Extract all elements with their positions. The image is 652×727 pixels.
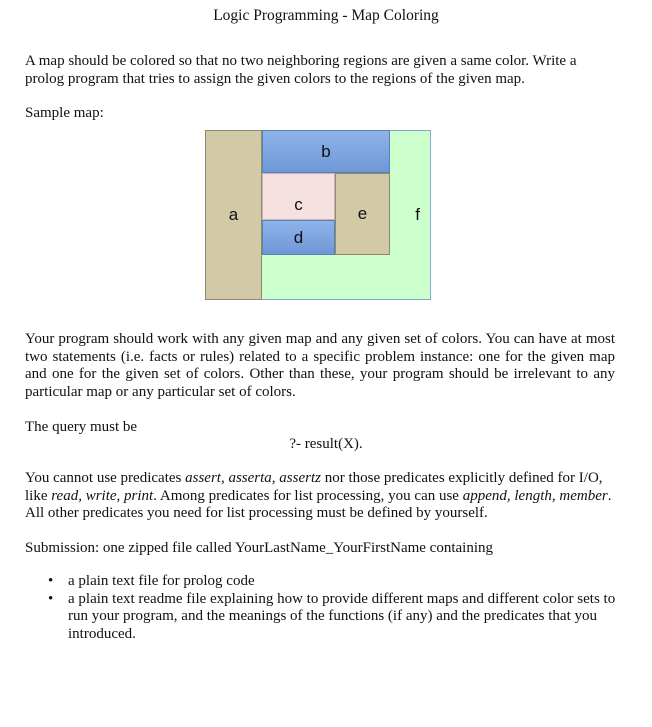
region-c [262, 173, 335, 220]
intro-paragraph: A map should be colored so that no two neighboring regions are given a same color. Write a prolog program that tries to assign the given colors to the regions of the given map. [25, 53, 577, 87]
bullet-icon: • [48, 590, 54, 607]
sample-map [205, 130, 431, 300]
region-e-label: e [357, 204, 368, 223]
region-f-label: f [415, 205, 420, 224]
list-item-text: a plain text file for prolog code [68, 573, 255, 589]
bullet-icon: • [48, 573, 54, 589]
region-a-label: a [228, 205, 239, 224]
region-e [335, 173, 390, 255]
region-d [262, 220, 335, 255]
restrictions-text-2: nor those predicates explicitly defined for I/O, like [25, 470, 603, 504]
list-item [48, 591, 618, 644]
page-title: Logic Programming - Map Coloring [213, 7, 439, 24]
query-example: ?- result(X). [289, 436, 363, 452]
restricted-predicates: assert, asserta, assertz [185, 470, 321, 486]
restrictions-paragraph [25, 470, 615, 523]
region-d-label: d [293, 227, 304, 247]
region-b [262, 130, 390, 173]
list-item-text: a plain text readme file explaining how to provide different maps and different color sets to run your program, and the meanings of the functions (if any) and the predicates that you introduced. [68, 590, 616, 642]
region-b-label: b [321, 141, 331, 161]
allowed-predicates: append, length, member [462, 487, 608, 504]
submission-paragraph: Submission: one zipped file called YourLastName_YourFirstName containing [25, 540, 494, 556]
io-predicates: read, write, print [51, 487, 154, 504]
requirements-paragraph: Your program should work with any given map and any given set of colors. You can have at most two statements (i.e. facts or rules) related to a specific problem instance: one for the given map and one for the given set of colors. Other than these, your program should be irrelevant to any particular map or any particular set of colors. [25, 331, 615, 400]
region-a [205, 130, 262, 300]
restrictions-text-3: . Among predicates for list processing, you can use [153, 487, 463, 504]
sample-map-label: Sample map: [25, 105, 104, 121]
submission-list [48, 573, 618, 643]
region-c-label: c [294, 195, 303, 214]
list-item [48, 573, 618, 591]
restrictions-text-4: . All other predicates you need for list processing must be defined by yourself. [25, 487, 612, 521]
query-intro: The query must be [25, 419, 138, 435]
restrictions-text-1: You cannot use predicates [25, 470, 186, 486]
